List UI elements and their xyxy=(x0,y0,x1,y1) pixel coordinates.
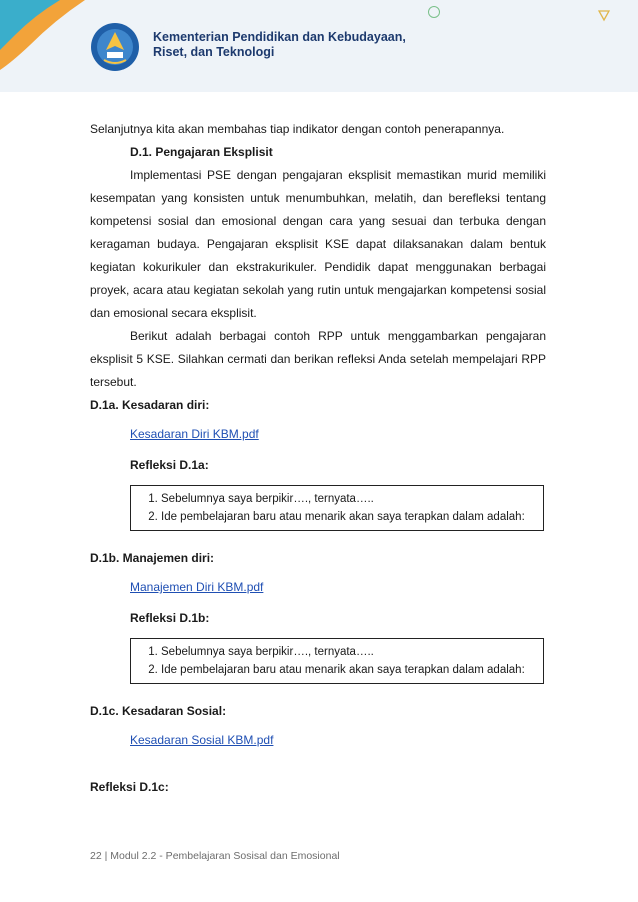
refleksi-d1a-item: 1. Sebelumnya saya berpikir…., ternyata….. xyxy=(161,490,543,508)
heading-d1c: D.1c. Kesadaran Sosial: xyxy=(90,704,227,718)
page-footer: 22 | Modul 2.2 - Pembelajaran Sosisal dan Emosional xyxy=(90,850,340,862)
heading-d1a: D.1a. Kesadaran diri: xyxy=(90,398,210,412)
refleksi-d1b-item: 1. Sebelumnya saya berpikir…., ternyata….. xyxy=(161,643,543,661)
paragraph-pengajaran-eksplisit: Implementasi PSE dengan pengajaran eksplisit memastikan murid memiliki kesempatan yang konsisten untuk menumbuhkan, melatih, dan berefleksi tentang kompetensi sosial dan emosional dengan cara yang sesuai dan terbuka dengan keragaman budaya. Pengajaran eksplisit KSE dapat dilaksanakan dalam bentuk kegiatan kokurikuler dan ekstrakurikuler. Pendidik dapat menggunakan berbagai proyek, acara atau kegiatan sekolah yang rutin untuk mengajarkan kompetensi sosial dan emosional secara eksplisit. xyxy=(90,168,546,320)
ministry-name-line2: Riset, dan Teknologi xyxy=(153,45,275,59)
link-kesadaran-sosial-pdf[interactable]: Kesadaran Sosial KBM.pdf xyxy=(130,733,274,747)
refleksi-d1a-box xyxy=(130,485,544,531)
refleksi-d1a-label: Refleksi D.1a: xyxy=(130,458,209,472)
heading-d1b: D.1b. Manajemen diri: xyxy=(90,551,215,565)
tut-wuri-handayani-logo xyxy=(90,22,140,72)
section-heading-d1: D.1. Pengajaran Eksplisit xyxy=(130,145,273,159)
intro-text: Selanjutnya kita akan membahas tiap indikator dengan contoh penerapannya. xyxy=(90,122,505,136)
page-header xyxy=(0,0,638,92)
paragraph-contoh-rpp: Berikut adalah berbagai contoh RPP untuk menggambarkan pengajaran eksplisit 5 KSE. Silahkan cermati dan berikan refleksi Anda setelah mempelajari RPP tersebut. xyxy=(90,329,546,389)
refleksi-d1b-item: 2. Ide pembelajaran baru atau menarik akan saya terapkan dalam adalah: xyxy=(161,661,543,679)
triangle-decoration xyxy=(598,10,610,22)
refleksi-d1c-label: Refleksi D.1c: xyxy=(90,780,169,794)
refleksi-d1b-box xyxy=(130,638,544,684)
ministry-name-line1: Kementerian Pendidikan dan Kebudayaan, xyxy=(153,30,406,44)
circle-decoration xyxy=(428,6,440,18)
refleksi-d1a-item: 2. Ide pembelajaran baru atau menarik akan saya terapkan dalam adalah: xyxy=(161,508,543,526)
link-kesadaran-diri-pdf[interactable]: Kesadaran Diri KBM.pdf xyxy=(130,427,259,441)
document-body xyxy=(90,118,546,799)
link-manajemen-diri-pdf[interactable]: Manajemen Diri KBM.pdf xyxy=(130,580,264,594)
ministry-name xyxy=(153,30,406,60)
refleksi-d1b-label: Refleksi D.1b: xyxy=(130,611,210,625)
